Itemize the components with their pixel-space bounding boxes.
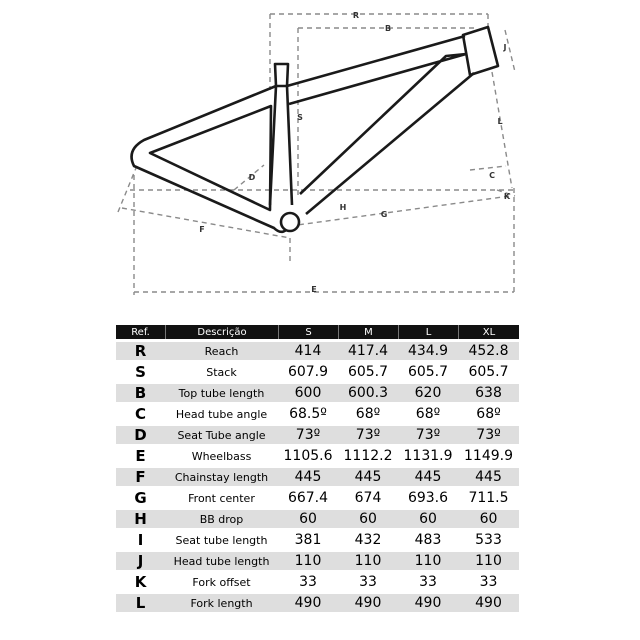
value-size-m: 445 bbox=[338, 468, 398, 486]
row-description: BB drop bbox=[165, 510, 278, 528]
label-B: B bbox=[384, 24, 392, 33]
row-description: Front center bbox=[165, 489, 278, 507]
header-ref: Ref. bbox=[116, 325, 165, 339]
row-ref: C bbox=[116, 405, 165, 423]
label-E: E bbox=[311, 285, 317, 294]
value-size-s: 607.9 bbox=[278, 363, 338, 381]
value-size-xl: 533 bbox=[458, 531, 519, 549]
row-description: Fork offset bbox=[165, 573, 278, 591]
value-size-s: 110 bbox=[278, 552, 338, 570]
value-size-xl: 1149.9 bbox=[458, 447, 519, 465]
table-row bbox=[116, 447, 519, 465]
row-description: Seat Tube angle bbox=[165, 426, 278, 444]
value-size-l: 693.6 bbox=[398, 489, 458, 507]
value-size-l: 605.7 bbox=[398, 363, 458, 381]
bike-frame bbox=[132, 27, 498, 232]
label-S: S bbox=[297, 113, 303, 122]
value-size-xl: 73º bbox=[458, 426, 519, 444]
row-description: Seat tube length bbox=[165, 531, 278, 549]
table-row bbox=[116, 384, 519, 402]
value-size-l: 33 bbox=[398, 573, 458, 591]
value-size-m: 605.7 bbox=[338, 363, 398, 381]
header-size-xl: XL bbox=[458, 325, 519, 339]
value-size-l: 73º bbox=[398, 426, 458, 444]
table-row bbox=[116, 468, 519, 486]
value-size-m: 674 bbox=[338, 489, 398, 507]
table-row bbox=[116, 342, 519, 360]
header-size-l: L bbox=[398, 325, 458, 339]
row-ref: J bbox=[116, 552, 165, 570]
value-size-xl: 445 bbox=[458, 468, 519, 486]
header-size-m: M bbox=[338, 325, 398, 339]
row-ref: K bbox=[116, 573, 165, 591]
value-size-s: 414 bbox=[278, 342, 338, 360]
table-row bbox=[116, 363, 519, 381]
value-size-m: 73º bbox=[338, 426, 398, 444]
value-size-s: 1105.6 bbox=[278, 447, 338, 465]
value-size-s: 73º bbox=[278, 426, 338, 444]
table-row bbox=[116, 426, 519, 444]
row-description: Head tube angle bbox=[165, 405, 278, 423]
label-F: F bbox=[199, 225, 205, 234]
value-size-xl: 60 bbox=[458, 510, 519, 528]
value-size-s: 60 bbox=[278, 510, 338, 528]
row-ref: G bbox=[116, 489, 165, 507]
value-size-m: 432 bbox=[338, 531, 398, 549]
label-R: R bbox=[352, 11, 360, 20]
table-header-row bbox=[116, 325, 519, 339]
row-ref: L bbox=[116, 594, 165, 612]
label-H: H bbox=[339, 203, 347, 212]
label-G: G bbox=[380, 210, 388, 219]
table-body bbox=[116, 342, 519, 612]
row-ref: H bbox=[116, 510, 165, 528]
label-K: K bbox=[503, 192, 511, 201]
value-size-s: 600 bbox=[278, 384, 338, 402]
value-size-m: 33 bbox=[338, 573, 398, 591]
table-row bbox=[116, 531, 519, 549]
value-size-m: 68º bbox=[338, 405, 398, 423]
row-ref: B bbox=[116, 384, 165, 402]
value-size-l: 110 bbox=[398, 552, 458, 570]
value-size-l: 483 bbox=[398, 531, 458, 549]
label-C: C bbox=[489, 171, 495, 180]
value-size-xl: 33 bbox=[458, 573, 519, 591]
value-size-xl: 452.8 bbox=[458, 342, 519, 360]
value-size-l: 490 bbox=[398, 594, 458, 612]
table-row bbox=[116, 489, 519, 507]
frame-geometry-diagram bbox=[0, 0, 640, 310]
label-L: L bbox=[497, 117, 503, 126]
row-description: Top tube length bbox=[165, 384, 278, 402]
value-size-l: 60 bbox=[398, 510, 458, 528]
value-size-l: 434.9 bbox=[398, 342, 458, 360]
row-description: Stack bbox=[165, 363, 278, 381]
label-D: D bbox=[248, 173, 256, 182]
value-size-m: 600.3 bbox=[338, 384, 398, 402]
value-size-l: 1131.9 bbox=[398, 447, 458, 465]
header-description: Descrição bbox=[165, 325, 278, 339]
value-size-s: 667.4 bbox=[278, 489, 338, 507]
value-size-s: 33 bbox=[278, 573, 338, 591]
value-size-s: 445 bbox=[278, 468, 338, 486]
header-size-s: S bbox=[278, 325, 338, 339]
value-size-l: 445 bbox=[398, 468, 458, 486]
value-size-s: 490 bbox=[278, 594, 338, 612]
value-size-m: 60 bbox=[338, 510, 398, 528]
table-row bbox=[116, 510, 519, 528]
row-ref: I bbox=[116, 531, 165, 549]
value-size-m: 417.4 bbox=[338, 342, 398, 360]
value-size-xl: 68º bbox=[458, 405, 519, 423]
row-description: Fork length bbox=[165, 594, 278, 612]
table-row bbox=[116, 552, 519, 570]
value-size-m: 490 bbox=[338, 594, 398, 612]
bottom-bracket bbox=[281, 213, 299, 231]
geometry-table bbox=[116, 322, 519, 615]
row-description: Chainstay length bbox=[165, 468, 278, 486]
value-size-xl: 711.5 bbox=[458, 489, 519, 507]
row-description: Head tube length bbox=[165, 552, 278, 570]
row-ref: E bbox=[116, 447, 165, 465]
value-size-s: 381 bbox=[278, 531, 338, 549]
row-description: Reach bbox=[165, 342, 278, 360]
value-size-l: 620 bbox=[398, 384, 458, 402]
table-row bbox=[116, 405, 519, 423]
value-size-xl: 638 bbox=[458, 384, 519, 402]
table-row bbox=[116, 594, 519, 612]
table-row bbox=[116, 573, 519, 591]
value-size-xl: 490 bbox=[458, 594, 519, 612]
value-size-xl: 110 bbox=[458, 552, 519, 570]
value-size-m: 1112.2 bbox=[338, 447, 398, 465]
value-size-s: 68.5º bbox=[278, 405, 338, 423]
value-size-m: 110 bbox=[338, 552, 398, 570]
value-size-l: 68º bbox=[398, 405, 458, 423]
row-description: Wheelbass bbox=[165, 447, 278, 465]
value-size-xl: 605.7 bbox=[458, 363, 519, 381]
row-ref: R bbox=[116, 342, 165, 360]
row-ref: D bbox=[116, 426, 165, 444]
row-ref: S bbox=[116, 363, 165, 381]
label-J: J bbox=[503, 43, 507, 52]
row-ref: F bbox=[116, 468, 165, 486]
